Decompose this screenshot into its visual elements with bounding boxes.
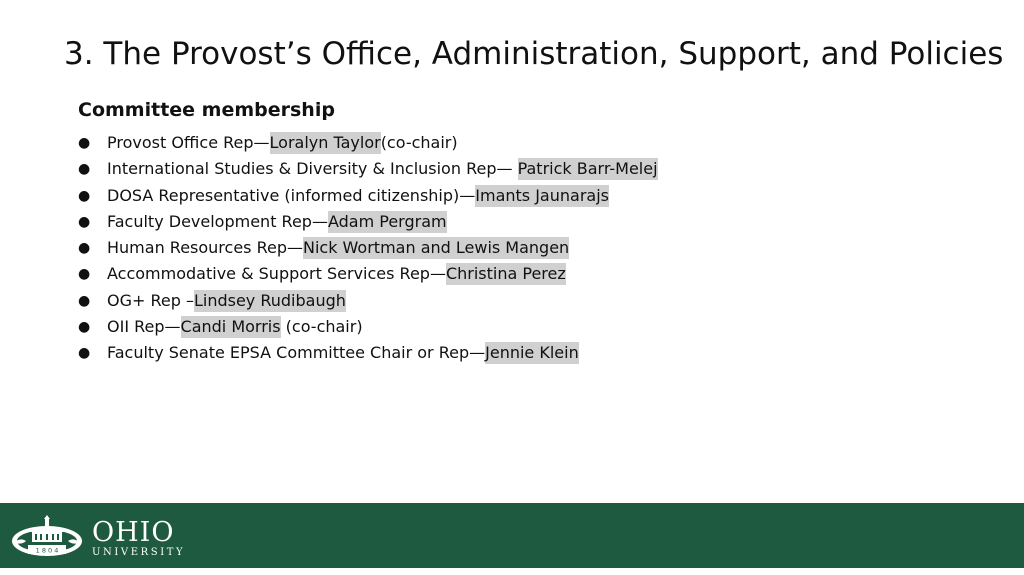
member-role: OII Rep— bbox=[107, 317, 181, 337]
member-role: Provost Office Rep— bbox=[107, 133, 270, 152]
member-name: Patrick Barr-Melej bbox=[517, 159, 658, 179]
member-name: Imants Jaunarajs bbox=[475, 185, 609, 205]
bullet-icon: ● bbox=[78, 213, 91, 230]
member-name: Candi Morris bbox=[180, 317, 281, 337]
member-role: Human Resources Rep— bbox=[107, 238, 303, 258]
member-role: DOSA Representative (informed citizenship)— bbox=[107, 185, 476, 205]
member-name: Adam Pergram bbox=[327, 211, 447, 231]
member-role: International Studies & Diversity & Inclusion Rep— bbox=[107, 159, 518, 179]
bullet-icon: ● bbox=[78, 345, 91, 362]
member-suffix: (co-chair) bbox=[380, 133, 458, 152]
member-name: Loralyn Taylor bbox=[269, 133, 381, 152]
brand-wordmark bbox=[92, 519, 185, 559]
brand-university: UNIVERSITY bbox=[92, 547, 186, 558]
slide-title: 3. The Provost’s Office, Administration, Support, and Policies bbox=[64, 36, 1004, 72]
member-name: Christina Perez bbox=[445, 264, 566, 284]
member-role: Accommodative & Support Services Rep— bbox=[107, 264, 446, 284]
bullet-icon: ● bbox=[78, 319, 91, 336]
member-suffix: (co-chair) bbox=[280, 317, 363, 337]
member-name: Lindsey Rudibaugh bbox=[193, 290, 346, 310]
bullet-icon: ● bbox=[78, 240, 91, 257]
member-role: Faculty Senate EPSA Committee Chair or Rep— bbox=[107, 343, 486, 363]
seal-year: 1 8 0 4 bbox=[35, 546, 59, 555]
member-name: Nick Wortman and Lewis Mangen bbox=[302, 238, 570, 258]
footer-bar bbox=[0, 503, 1024, 568]
bullet-icon: ● bbox=[78, 187, 91, 204]
slide-subtitle: Committee membership bbox=[78, 99, 335, 121]
bullet-icon: ● bbox=[78, 292, 91, 309]
member-role: OG+ Rep – bbox=[107, 290, 194, 310]
university-seal-icon bbox=[10, 515, 84, 559]
bullet-icon: ● bbox=[78, 135, 91, 151]
member-role: Faculty Development Rep— bbox=[107, 211, 328, 231]
bullet-icon: ● bbox=[78, 266, 91, 283]
brand-ohio: OHIO bbox=[92, 517, 175, 548]
bullet-icon: ● bbox=[78, 161, 91, 178]
member-name: Jennie Klein bbox=[485, 343, 579, 363]
